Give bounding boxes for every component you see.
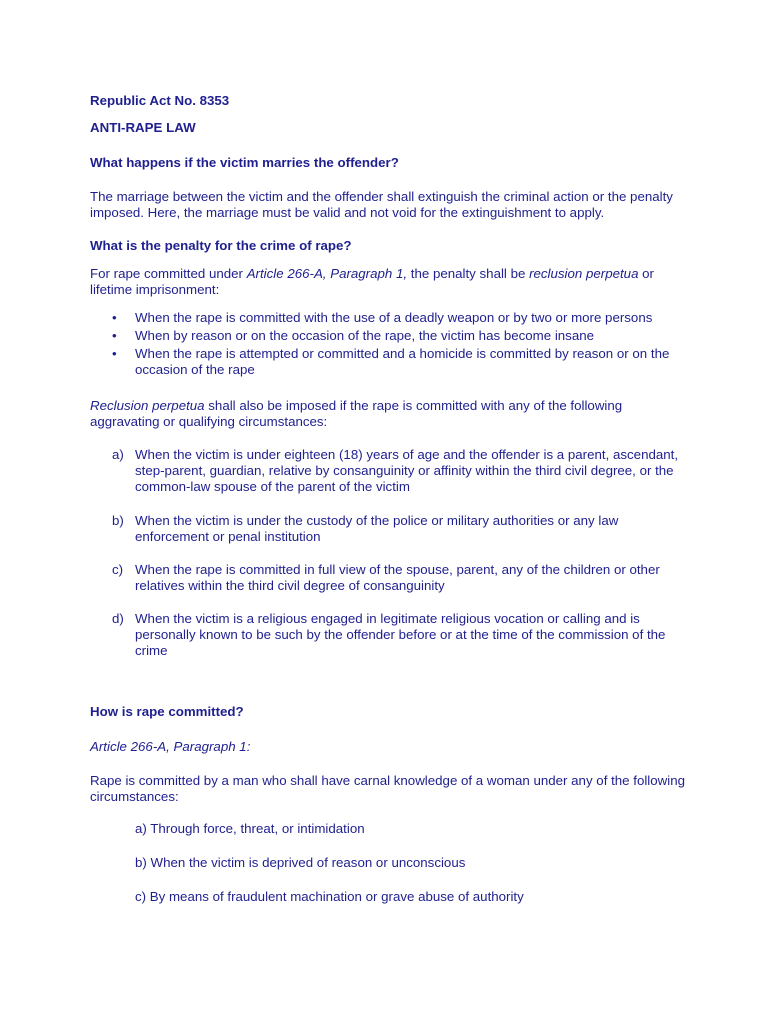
list-item-text: When the victim is under eighteen (18) years of age and the offender is a parent, ascendant, step-parent, guardian, relative by consanguinity or affinity within the third civil degree, or the common-law spouse of the parent of the victim [135,447,679,494]
penalty-text-end: or lifetime imprisonment: [90,266,654,297]
penalty-article-ref: Article 266-A, Paragraph 1, [246,266,408,281]
list-item-text: When the victim is under the custody of the police or military authorities or any law enforcement or penal institution [135,513,619,544]
list-item-text: When the victim is a religious engaged in legitimate religious vocation or calling and is personally known to be such by the offender before or at the time of the commission of the crime [135,611,666,658]
list-item: b) When the victim is deprived of reason or unconscious [135,855,466,870]
list-item [90,328,690,344]
list-item-text: When the rape is committed in full view of the spouse, parent, any of the children or other relatives within the third civil degree of consanguinity [135,562,660,593]
bullet-icon: • [112,310,117,325]
penalty-text-mid: the penalty shall be [407,266,530,281]
question-penalty: What is the penalty for the crime of rape? [90,238,352,253]
bullet-icon: • [112,328,117,343]
law-title: ANTI-RAPE LAW [90,120,196,135]
penalty-reclusion: reclusion perpetua [529,266,639,281]
penalty-text-start: For rape committed under [90,266,247,281]
article-reference: Article 266-A, Paragraph 1: [90,739,251,754]
definition-paragraph: Rape is committed by a man who shall have carnal knowledge of a woman under any of the following circumstances: [90,773,685,804]
list-item-text: When the rape is committed with the use of a deadly weapon or by two or more persons [135,310,653,325]
list-item-label: d) [112,611,124,626]
question-how-committed: How is rape committed? [90,704,244,719]
list-item: a) Through force, threat, or intimidation [135,821,365,836]
list-item [90,346,690,378]
bullet-icon: • [112,346,117,361]
aggravating-text: shall also be imposed if the rape is committed with any of the following aggravating or qualifying circumstances: [90,398,623,429]
aggravating-paragraph [90,398,690,430]
penalty-paragraph [90,266,690,298]
list-item-label: a) [112,447,124,462]
list-item-label: b) [112,513,124,528]
penalty-bullet-list [90,310,690,380]
list-item [90,310,690,326]
question-marriage: What happens if the victim marries the offender? [90,155,399,170]
list-item: c) By means of fraudulent machination or grave abuse of authority [135,889,524,904]
act-number: Republic Act No. 8353 [90,93,230,108]
list-item-label: c) [112,562,124,577]
list-item-text: When the rape is attempted or committed and a homicide is committed by reason or on the occasion of the rape [135,346,670,377]
list-item-text: When by reason or on the occasion of the rape, the victim has become insane [135,328,595,343]
answer-marriage: The marriage between the victim and the offender shall extinguish the criminal action or the penalty imposed. Here, the marriage must be valid and not void for the extinguishment to apply. [90,189,673,220]
reclusion-italic: Reclusion perpetua [90,398,205,413]
